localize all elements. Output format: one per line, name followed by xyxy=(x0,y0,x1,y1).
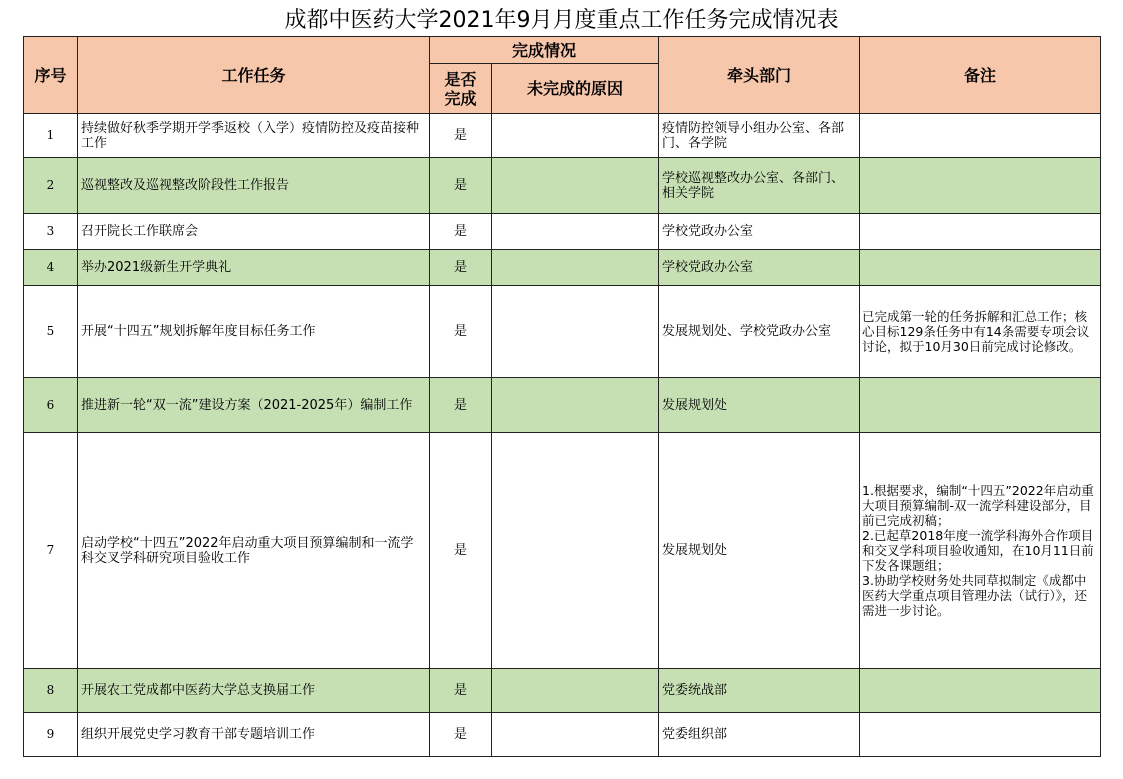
row-task: 开展“十四五”规划拆解年度目标任务工作 xyxy=(78,286,430,378)
row-completed: 是 xyxy=(430,114,492,158)
row-index: 7 xyxy=(24,433,78,669)
row-index: 4 xyxy=(24,250,78,286)
row-reason xyxy=(492,713,659,757)
row-completed: 是 xyxy=(430,286,492,378)
row-index: 5 xyxy=(24,286,78,378)
row-department: 学校党政办公室 xyxy=(659,214,860,250)
row-completed: 是 xyxy=(430,158,492,214)
row-index: 3 xyxy=(24,214,78,250)
header-department: 牵头部门 xyxy=(659,37,860,114)
row-task: 推进新一轮“双一流”建设方案（2021-2025年）编制工作 xyxy=(78,378,430,433)
row-task: 组织开展党史学习教育干部专题培训工作 xyxy=(78,713,430,757)
row-reason xyxy=(492,250,659,286)
task-table xyxy=(23,36,1101,757)
row-task: 持续做好秋季学期开学季返校（入学）疫情防控及疫苗接种工作 xyxy=(78,114,430,158)
row-remarks xyxy=(860,713,1101,757)
row-reason xyxy=(492,433,659,669)
row-completed: 是 xyxy=(430,214,492,250)
row-completed: 是 xyxy=(430,433,492,669)
row-department: 学校党政办公室 xyxy=(659,250,860,286)
row-task: 开展农工党成都中医药大学总支换届工作 xyxy=(78,669,430,713)
header-completion-group: 完成情况 xyxy=(430,37,659,64)
row-reason xyxy=(492,114,659,158)
row-remarks: 已完成第一轮的任务拆解和汇总工作；核心目标129条任务中有14条需要专项会议讨论，拟于10月30日前完成讨论修改。 xyxy=(860,286,1101,378)
row-department: 发展规划处 xyxy=(659,433,860,669)
row-task: 巡视整改及巡视整改阶段性工作报告 xyxy=(78,158,430,214)
page-title: 成都中医药大学2021年9月月度重点工作任务完成情况表 xyxy=(284,8,839,33)
row-completed: 是 xyxy=(430,250,492,286)
row-reason xyxy=(492,158,659,214)
row-remarks xyxy=(860,158,1101,214)
row-task: 举办2021级新生开学典礼 xyxy=(78,250,430,286)
row-department: 发展规划处 xyxy=(659,378,860,433)
row-reason xyxy=(492,214,659,250)
header-reason: 未完成的原因 xyxy=(492,64,659,114)
row-remarks xyxy=(860,669,1101,713)
row-department: 学校巡视整改办公室、各部门、相关学院 xyxy=(659,158,860,214)
row-remarks xyxy=(860,378,1101,433)
row-remarks xyxy=(860,214,1101,250)
row-task: 召开院长工作联席会 xyxy=(78,214,430,250)
row-department: 党委组织部 xyxy=(659,713,860,757)
row-remarks xyxy=(860,250,1101,286)
row-completed: 是 xyxy=(430,713,492,757)
row-completed: 是 xyxy=(430,669,492,713)
header-completed: 是否 完成 xyxy=(430,64,492,114)
header-index: 序号 xyxy=(24,37,78,114)
row-index: 8 xyxy=(24,669,78,713)
row-remarks xyxy=(860,114,1101,158)
header-remarks: 备注 xyxy=(860,37,1101,114)
row-completed: 是 xyxy=(430,378,492,433)
row-remarks: 1.根据要求，编制“十四五”2022年启动重大项目预算编制-双一流学科建设部分，目前已完成初稿； 2.已起草2018年度一流学科海外合作项目和交叉学科项目验收通知，在10月11日前下发各课题组； 3.协助学校财务处共同草拟制定《成都中医药大学重点项目管理办法（试行）》，还需进一步讨论。 xyxy=(860,433,1101,669)
row-index: 1 xyxy=(24,114,78,158)
row-index: 2 xyxy=(24,158,78,214)
row-reason xyxy=(492,378,659,433)
row-reason xyxy=(492,286,659,378)
row-index: 6 xyxy=(24,378,78,433)
row-department: 发展规划处、学校党政办公室 xyxy=(659,286,860,378)
header-task: 工作任务 xyxy=(78,37,430,114)
row-index: 9 xyxy=(24,713,78,757)
row-reason xyxy=(492,669,659,713)
row-task: 启动学校“十四五”2022年启动重大项目预算编制和一流学科交叉学科研究项目验收工作 xyxy=(78,433,430,669)
row-department: 党委统战部 xyxy=(659,669,860,713)
row-department: 疫情防控领导小组办公室、各部门、各学院 xyxy=(659,114,860,158)
